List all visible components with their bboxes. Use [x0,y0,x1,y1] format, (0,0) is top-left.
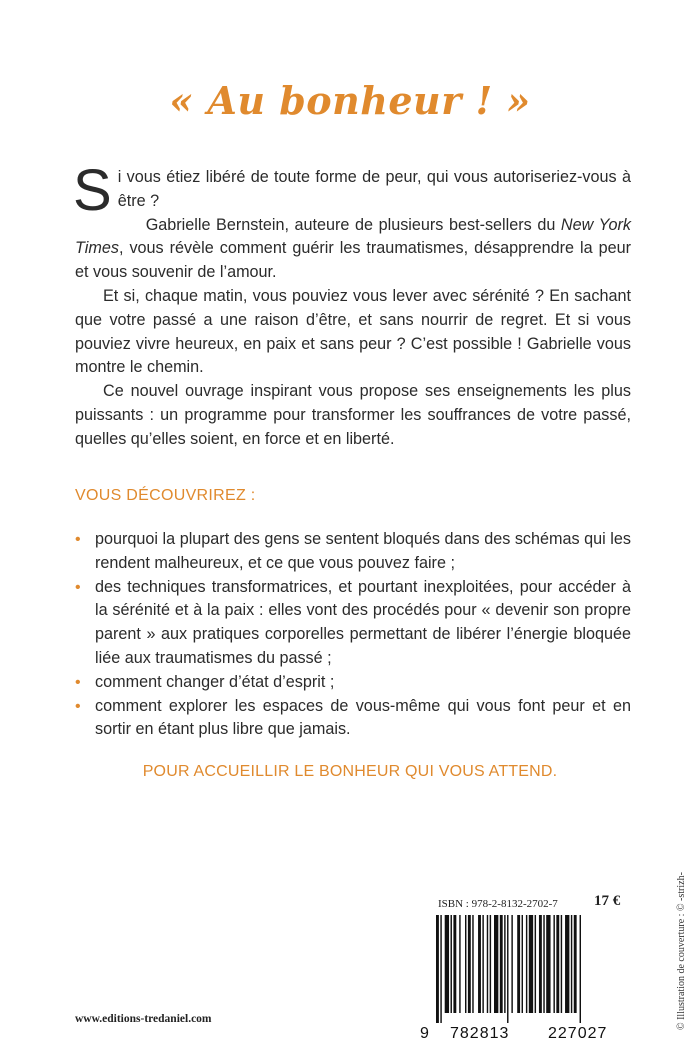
cover-credit-container [676,680,692,1030]
publisher-website: www.editions-tredaniel.com [75,1013,212,1025]
list-item [75,695,631,743]
bullet-icon: • [75,697,81,715]
bullet-icon: • [75,531,81,548]
price: 17 € [594,893,621,909]
intro-paragraph-4: Ce nouvel ouvrage inspirant vous propose ses enseignements les plus puissants : un programme pour transformer les souffrances de votre passé, quelles qu’elles soient, en force et en liberté. [75,382,631,448]
barcode-icon [432,915,632,1023]
list-item [75,576,631,671]
section-heading: VOUS DÉCOUVRIREZ : [75,487,256,504]
barcode-left-digits: 782813 [450,1025,510,1042]
intro-text [73,158,631,452]
barcode-first-digit: 9 [420,1025,430,1042]
intro-paragraph-1 [73,158,631,223]
intro-paragraph-2-start: Gabrielle Bernstein, auteure de plusieurs best-sellers du [145,215,561,234]
discoveries-list [75,528,631,742]
dropcap-letter: S [73,158,112,223]
bullet-icon: • [75,578,81,596]
newspaper-name: New York Times [75,215,631,258]
list-item-text: pourquoi la plupart des gens se sentent bloqués dans des schémas qui les rendent malheureux, et ce que vous pouvez faire ; [95,530,631,572]
intro-paragraph-2-end: , vous révèle comment guérir les traumatismes, désapprendre la peur et vous souvenir de l’amour. [75,239,631,282]
cover-credit: © Illustration de couverture : © -strizh- [676,872,687,1030]
list-item [75,671,631,695]
list-item [75,528,631,576]
list-item-text: comment changer d’état d’esprit ; [95,672,335,691]
intro-paragraph-3: Et si, chaque matin, vous pouviez vous lever avec sérénité ? En sachant que votre passé a une raison d’être, et sans nourrir de regret. Et si vous pouviez vivre heureux, en paix et sans peur ? C’est possible ! Gabrielle vous montre le chemin. [75,286,631,377]
list-item-text: des techniques transformatrices, et pourtant inexploitées, pour accéder à la sérénité et à la paix : elles vont des procédés pour « devenir son propre parent » aux pratiques corporelles permettant de libérer l’énergie bloquée liée aux traumatismes du passé ; [95,577,631,667]
book-title-tagline: « Au bonheur ! » [169,78,531,123]
intro-paragraph-1-text: i vous étiez libéré de toute forme de peur, qui vous autoriseriez-vous à être ? [117,168,631,210]
isbn-number: ISBN : 978-2-8132-2702-7 [438,898,558,910]
closing-line: POUR ACCUEILLIR LE BONHEUR QUI VOUS ATTEND. [142,763,558,780]
list-item-text: comment explorer les espaces de vous-même qui vous font peur et en sortir en étant plus libre que jamais. [95,696,631,739]
barcode-right-digits: 227027 [548,1025,608,1042]
intro-paragraph-2 [75,214,631,285]
bullet-icon: • [75,673,81,691]
